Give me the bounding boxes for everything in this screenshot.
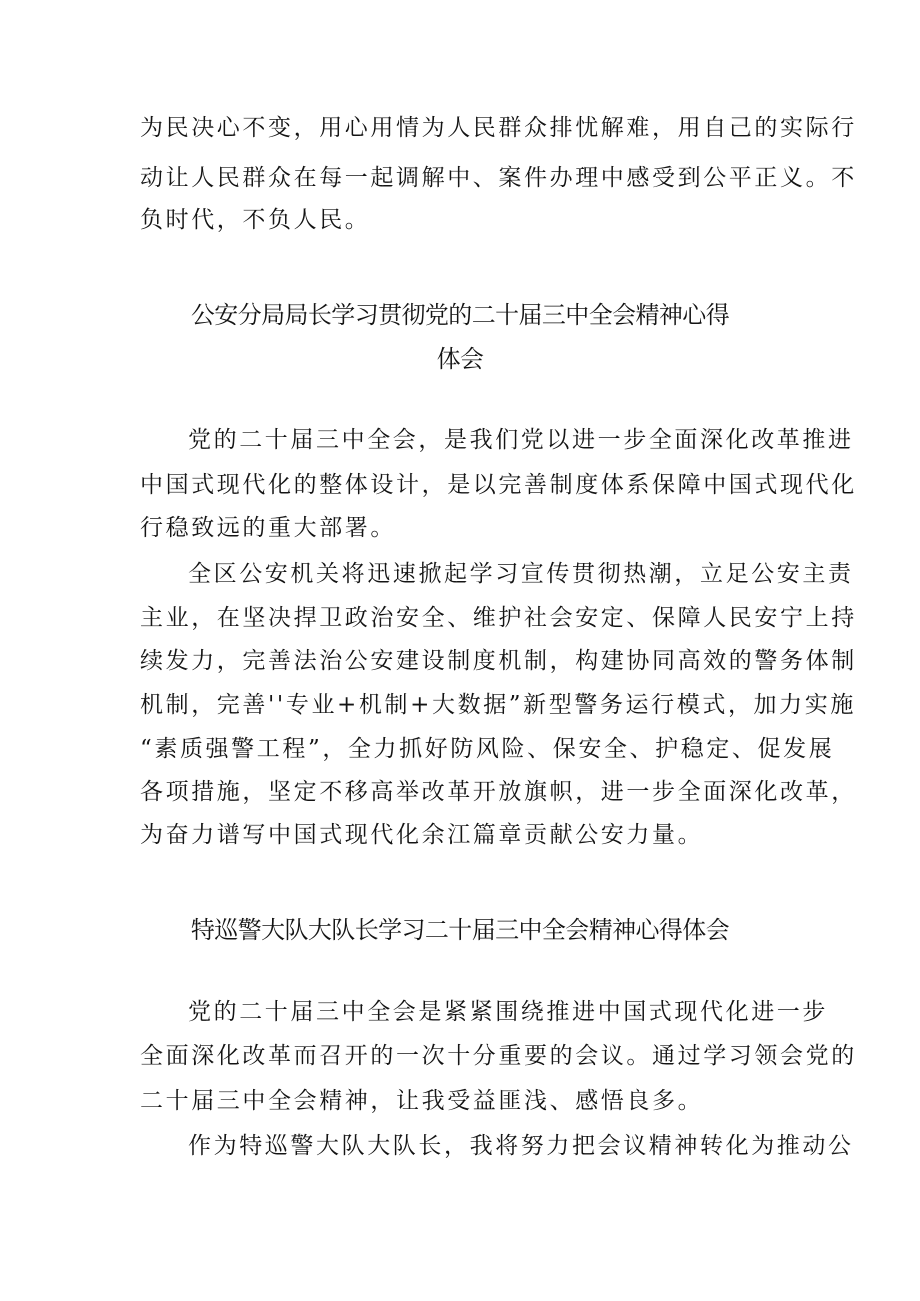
article-title: 公安分局局长学习贯彻党的二十届三中全会精神心得 — [190, 301, 730, 329]
body-text-line: 行稳致远的重大部署。 — [140, 515, 396, 541]
body-text-line: 各项措施，坚定不移高举改革开放旗帜，进一步全面深化改革， — [140, 779, 857, 805]
body-text-line: 续发力，完善法治公安建设制度机制，构建协同高效的警务体制 — [140, 648, 857, 674]
body-text-line: 为民决心不变，用心用情为人民群众排忧解难，用自己的实际行 — [140, 115, 857, 141]
body-text-line: 中国式现代化的整体设计，是以完善制度体系保障中国式现代化 — [140, 472, 857, 498]
body-text-line: 二十届三中全会精神，让我受益匪浅、感悟良多。 — [140, 1088, 704, 1114]
paragraph-first-line: 全区公安机关将迅速掀起学习宣传贯彻热潮，立足公安主责 — [188, 561, 854, 587]
article-title-continued: 体会 — [436, 345, 484, 373]
body-text-line: 机制，完善''专业+机制+大数据”新型警务运行模式，加力实施 — [140, 692, 856, 718]
paragraph-first-line: 作为特巡警大队大队长，我将努力把会议精神转化为推动公 — [188, 1133, 854, 1159]
body-text-line: 主业，在坚决捍卫政治安全、维护社会安定、保障人民安宁上持 — [140, 605, 857, 631]
body-text-line: 为奋力谱写中国式现代化余江篇章贡献公安力量。 — [140, 822, 704, 848]
body-text-line: “素质强警工程”，全力抓好防风险、保安全、护稳定、促发展 — [140, 736, 835, 762]
body-text-line: 动让人民群众在每一起调解中、案件办理中感受到公平正义。不 — [140, 165, 857, 191]
paragraph-first-line: 党的二十届三中全会，是我们党以进一步全面深化改革推进 — [188, 427, 854, 453]
paragraph-first-line: 党的二十届三中全会是紧紧围绕推进中国式现代化进一步 — [188, 999, 828, 1025]
body-text-line: 全面深化改革而召开的一次十分重要的会议。通过学习领会党的 — [140, 1043, 857, 1069]
body-text-line: 负时代，不负人民。 — [140, 207, 371, 233]
article-title: 特巡警大队大队长学习二十届三中全会精神心得体会 — [190, 916, 730, 944]
